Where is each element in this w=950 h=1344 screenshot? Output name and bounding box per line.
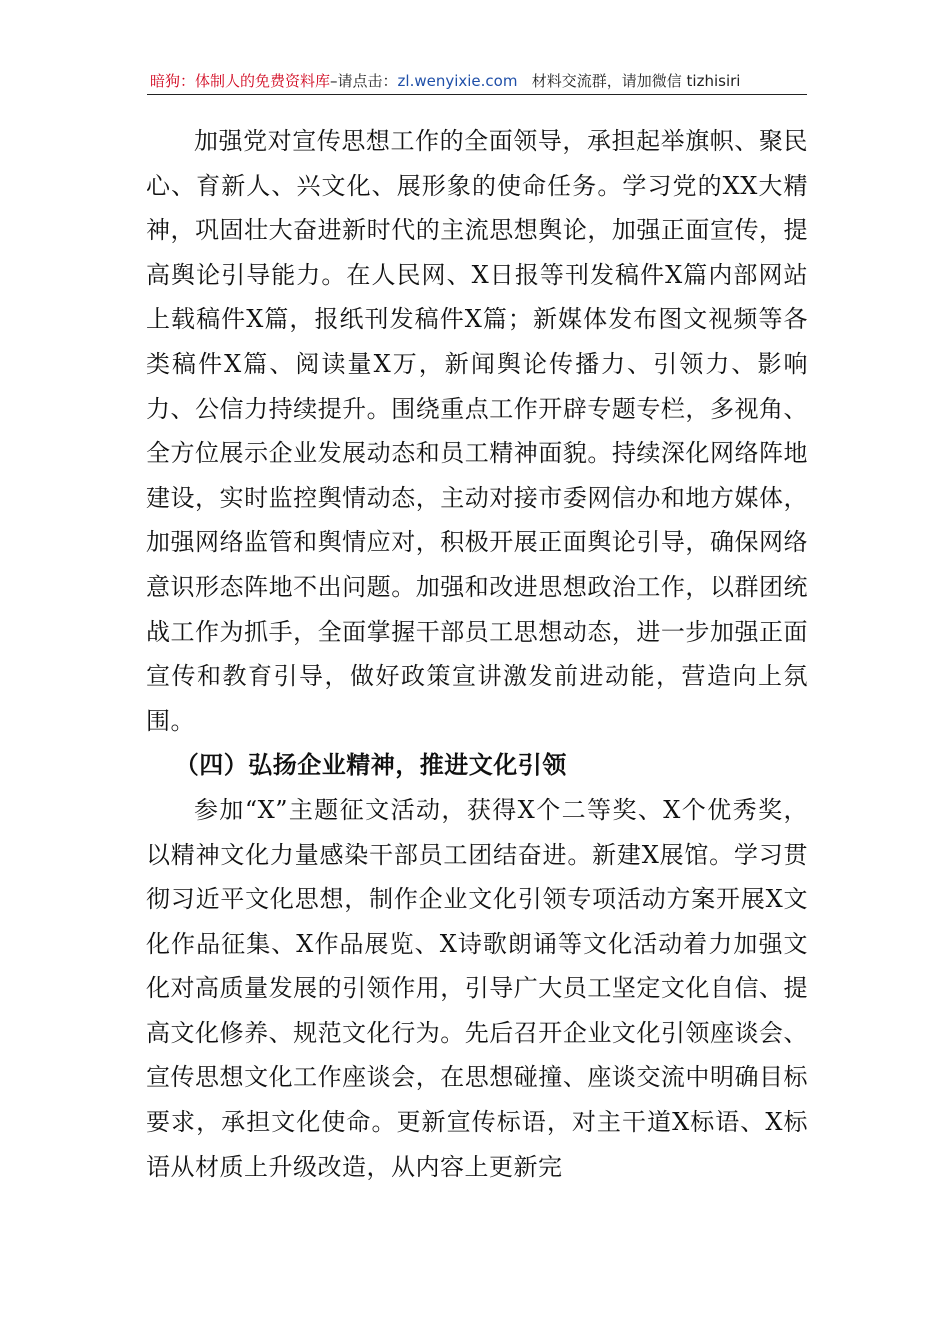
header-click-prompt: –请点击： <box>330 72 398 90</box>
section-heading: （四）弘扬企业精神，推进文化引领 <box>174 750 567 780</box>
header-brand: 暗狗：体制人的免费资料库 <box>150 72 331 90</box>
header-divider <box>147 94 807 95</box>
document-body <box>146 119 808 1189</box>
body-paragraph: 加强党对宣传思想工作的全面领导，承担起举旗帜、聚民心、育新人、兴文化、展形象的使命任务。学习党的XX大精神，巩固壮大奋进新时代的主流思想舆论，加强正面宣传，提高舆论引导能力。在人民网、X日报等刊发稿件X篇内部网站上载稿件X篇，报纸刊发稿件X篇；新媒体发布图文视频等各类稿件X篇、阅读量X万，新闻舆论传播力、引领力、影响力、公信力持续提升。围绕重点工作开辟专题专栏，多视角、全方位展示企业发展动态和员工精神面貌。持续深化网络阵地建设，实时监控舆情动态，主动对接市委网信办和地方媒体，加强网络监管和舆情应对，积极开展正面舆论引导，确保网络意识形态阵地不出问题。加强和改进思想政治工作，以群团统战工作为抓手，全面掌握干部员工思想动态，进一步加强正面宣传和教育引导，做好政策宣讲激发前进动能，营造向上氛围。 <box>146 127 808 735</box>
header-url-link[interactable]: zl.wenyixie.com <box>397 72 518 90</box>
body-paragraph: 参加“X”主题征文活动，获得X个二等奖、X个优秀奖，以精神文化力量感染干部员工团结奋进。新建X展馆。学习贯彻习近平文化思想，制作企业文化引领专项活动方案开展X文化作品征集、X作品展览、X诗歌朗诵等文化活动着力加强文化对高质量发展的引领作用，引导广大员工坚定文化自信、提高文化修养、规范文化行为。先后召开企业文化引领座谈会、宣传思想文化工作座谈会，在思想碰撞、座谈交流中明确目标要求，承担文化使命。更新宣传标语，对主干道X标语、X标语从材质上升级改造，从内容上更新完 <box>146 795 808 1181</box>
header-group-note: 材料交流群，请加微信 tizhisiri <box>531 72 741 90</box>
page-header <box>150 68 806 94</box>
